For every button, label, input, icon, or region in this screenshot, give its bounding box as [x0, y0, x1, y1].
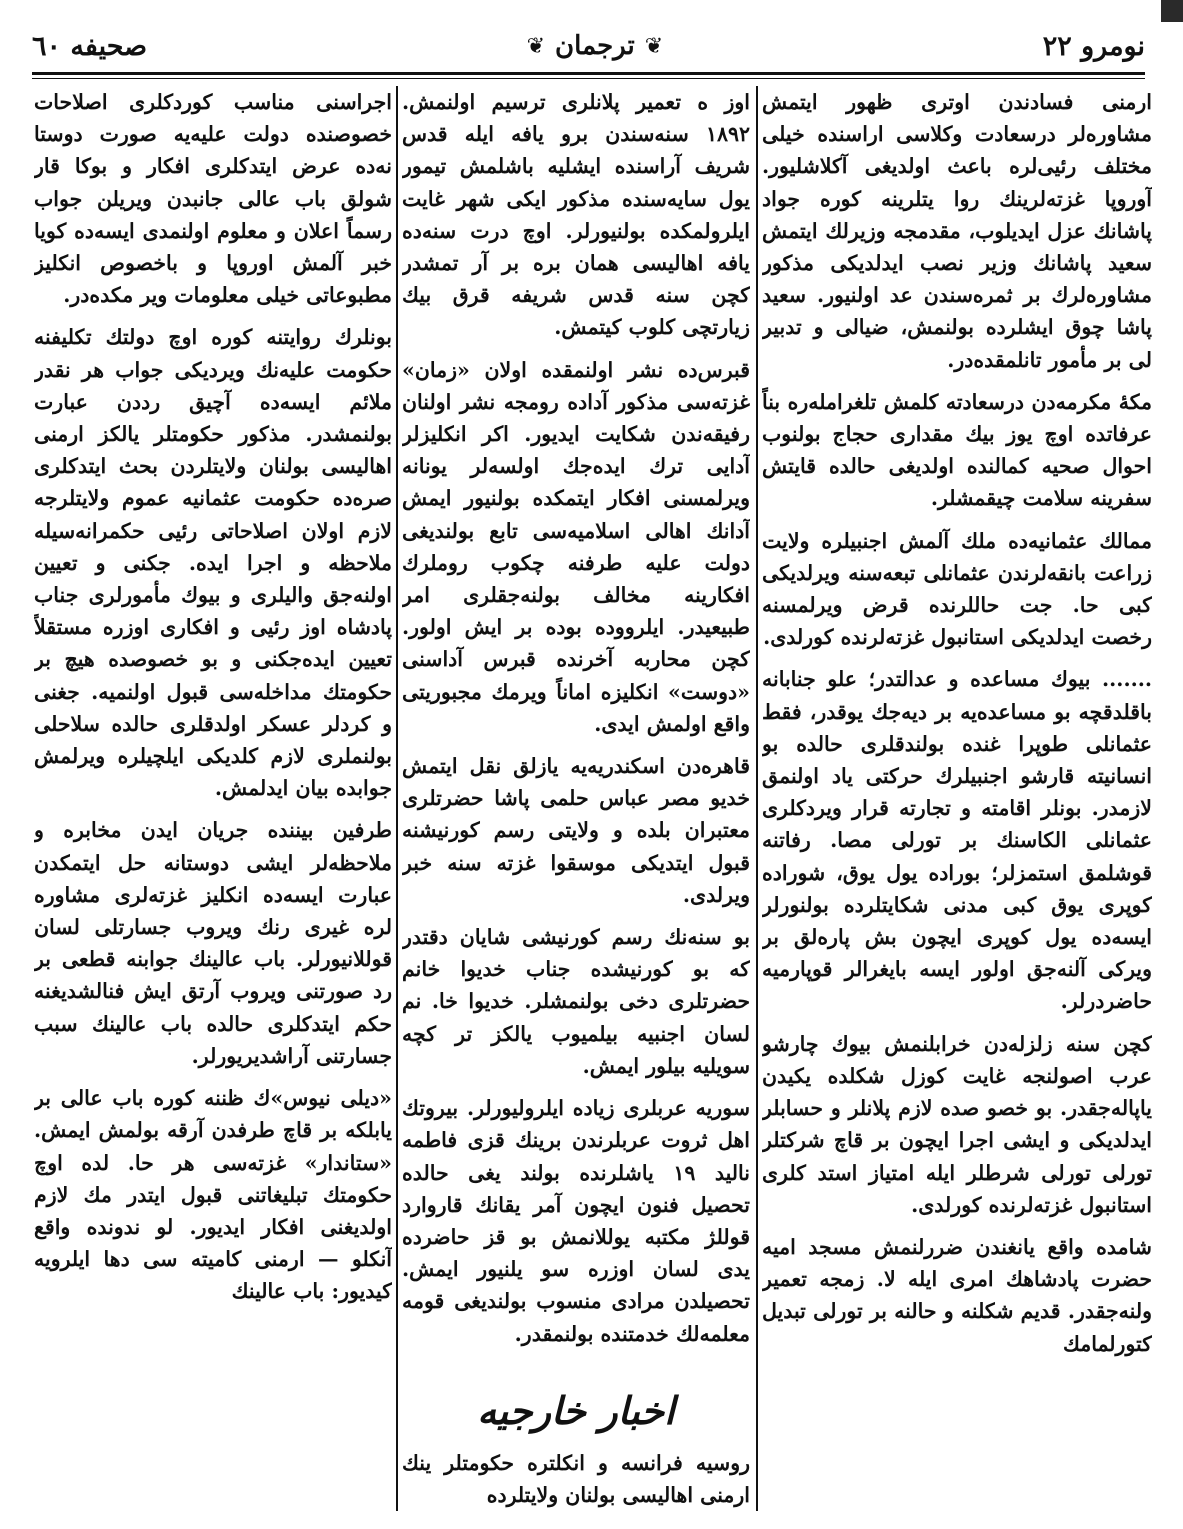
column-middle — [402, 86, 750, 1511]
column-divider — [396, 86, 398, 1511]
paragraph: بونلرك روایتنه کوره اوچ دولتك تکلیفنه حکومت علیه‌نك ویردیکی جواب هر نقدر ملائم ایسه‌ده آچیق رددن عبارت بولنمشدر. مذکور حکومتلر یالکز ارمنی اهالیسی بولنان ولایتلردن بحث ایتدکلری صره‌ده حکومت عثمانیه عموم ولایتلرجه لازم اولان اصلاحاتی رئیی حکمرانه‌سیله ملاحظه و اجرا ایده. جکنی و تعیین اولنه‌جق والیلری و بیوك مأمورلری جناب پادشاه اوز رئیی و افکاری اوزره مستقلاً تعیین ایده‌جکنی و بو خصوصده هیچ بر حکومتك مداخله‌سی قبول اولنمیه. جغنی و کردلر عسکر اولدقلری حالده سلاحلی بولنملری لازم کلدیکی ایلچیلره ویرلمش جوابده بیان ایدلمش. — [34, 325, 392, 801]
title-text: ترجمان — [555, 31, 635, 61]
section-heading — [402, 1378, 750, 1433]
paragraph: «دیلی نیوس»ك ظننه کوره باب عالی بر یابلکه بر قاچ طرفدن آرقه بولمش ایمش. «ستاندار» غزته‌سی هر حا. لده اوچ حکومتك تبلیغاتنی قبول ایتدر مك لازم اولدیغنی افکار ایدیور. لو ندونده واقع آنکلو — ارمنی کامیته سی دها ایلرویه کیدیور: باب عالینك — [34, 1086, 392, 1304]
paragraph: کچن سنه زلزله‌دن خرابلنمش بیوك چارشو عرب اصولنجه غایت کوزل شکلده یکیدن یاپاله‌جقدر. بو خصو صده لازم پلانلر و حسابلر ایدلدیکی و ایشی اجرا ایچون بر قاچ شرکتلر تورلی تورلی شرطلر ایله امتیاز استد کلری استانبول غزته‌لرنده کورلدی. — [762, 1031, 1152, 1217]
column-left — [34, 86, 392, 1511]
paragraph: طرفین بیننده جریان ایدن مخابره و ملاحظه‌لر ایشی دوستانه حل ایتمکدن عبارت ایسه‌ده انکلیز غزته‌لری مشاوره لره غیری رنك ویروب جسارتلی لسان قوللانیورلر. باب عالینك جوابنه قطعی بر رد صورتنی ویروب آرتق ایش فنالشدیغنه حکم ایتدکلری حالده باب عالینك سبب جسارتنی آراشدیریورلر. — [34, 818, 392, 1068]
paragraph: اجراسنی مناسب کوردکلری اصلاحات خصوصنده دولت علیه‌یه صورت دوستا نه‌ده عرض ایتدکلری افکار و بوکا قار شولق باب عالی جانبدن ویریلن جواب رسماً اعلان و معلوم اولنمدی ایسه‌ده کویا خبر آلمش اوروپا و باخصوص انکلیز مطبوعاتی خیلی معلومات ویر مکده‌در. — [34, 90, 392, 308]
section-heading-text: اخبار خارجیه — [477, 1387, 675, 1433]
paragraph: ممالك عثمانیه‌ده ملك آلمش اجنبیلره ولایت زراعت بانقه‌لرندن عثمانلی تبعه‌سنه ویرلدیکی کبی حا. جت حاللرنده قرض ویرلمسنه رخصت ایدلدیکی استانبول غزته‌لرنده کورلدی. — [762, 528, 1152, 650]
paragraph: ارمنی فسادندن اوتری ظهور ایتمش مشاوره‌لر درسعادت وکلاسی اراسنده خیلی مختلف رئیی‌لره باعث اولدیغی آکلاشلیور. آوروپا غزته‌لرینك روا یتلرینه کوره جواد پاشانك عزل ایدیلوب، مقدمجه وزیرلك ایتمش سعید پاشانك وزیر نصب ایدلدیکی مذکور مشاوره‌لرك بر ثمره‌سندن عد اولنیور. سعید پاشا چوق ایشلرده بولنمش، ضیالی و تدبیر لی بر مأمور تانلمقده‌در. — [762, 90, 1152, 372]
ornament-icon: ❦ — [526, 33, 546, 59]
paragraph: ....... بیوك مساعده و عدالتدر؛ علو جنابانه باقلدقچه بو مساعده‌یه بر دیه‌جك یوقدر، فقط عثمانلی طوپرا غنده بولندقلری حالده بو انسانیته قارشو اجنبیلرك حرکتی یاد اولنمق لازمدر. بونلر اقامته و تجارته قرار ویردکلری عثمانلی الکاسنك بر تورلی مصا. رفاتنه قوشلمق استمزلر؛ بوراده یول یوق، شوراده کوپری یوق کبی مدنی شکایتلرده بولنورلر ایسه‌ده یول کوپری ایچون بش پاره‌لق بر ویرکی آلنه‌جق اولور ایسه بایغرالر قوپارمیه حاضردرلر. — [762, 667, 1152, 1014]
paragraph: قبرس‌ده نشر اولنمقده اولان «زمان» غزته‌سی مذکور آداده رومجه نشر اولنان رفیقه‌ندن شکایت ایدیور. اکر انکلیزلر آدایی ترك ایده‌جك اولسه‌لر یونانه ویرلمسنی افکار ایتمکده بولنیور ایمش آدانك اهالی اسلامیه‌سی تابع بولندیغی دولت علیه طرفنه چکوب روملرك افکارینه مخالف بولنه‌جقلری امر طبیعیدر. ایلرووده بوده بر ایش اولور. کچن محاربه آخرنده قبرس آداسنی «دوست» انکلیزه اماناً ویرمك مجبوریتی واقع اولمش ایدی. — [402, 357, 750, 736]
column-divider — [756, 86, 758, 1511]
newspaper-title — [527, 31, 664, 61]
header-rule-thin — [32, 78, 1145, 79]
paragraph: روسیه فرانسه و انکلتره حکومتلر ینك ارمنی اهالیسی بولنان ولایتلرده — [402, 1450, 750, 1507]
page-number: صحيفه ٦٠ — [32, 30, 148, 62]
paragraph: بو سنه‌نك رسم کورنیشی شایان دقتدر که بو کورنیشده جناب خدیوا خانم حضرتلری دخی بولنمشلر. خدیوا خا. نم لسان اجنبیه بیلمیوب یالکز تر کچه سویلیه بیلور ایمش. — [402, 925, 750, 1078]
paragraph: شامده واقع یانغندن ضررلنمش مسجد امیه حضرت پادشاهك امری ایله لا. زمجه تعمیر ولنه‌جقدر. قدیم شکلنه و حالنه بر تورلی تبدیل کتورلمامك — [762, 1234, 1152, 1356]
issue-number: نومرو ٢٢ — [1042, 30, 1145, 62]
paragraph: قاهره‌دن اسکندریه‌یه یازلق نقل ایتمش خدیو مصر عباس حلمی پاشا حضرتلری معتبران بلده و ولایتی رسم کورنیشنه قبول ایتدیکی موسقوا غزته سنه خبر ویرلدی. — [402, 754, 750, 907]
paragraph: مکهٔ مکرمه‌دن درسعادته کلمش تلغرامله‌ره بناً عرفاتده اوچ یوز بیك مقداری حجاج بولنوب احوال صحیه کمالنده اولدیغی حالده قایتش سفرینه سلامت چیقمشلر. — [762, 389, 1152, 511]
scan-corner-mark — [1161, 0, 1183, 22]
header-rule — [32, 72, 1145, 75]
paragraph: اوز ه تعمیر پلانلری ترسیم اولنمش. ١٨٩٢ سنه‌سندن برو یافه ایله قدس شریف آراسنده ایشلیه باشلمش تیمور یول سایه‌سنده مذکور ایکی شهر غایت ایلرولمکده بولنیورلر. اوچ درت سنه‌ده یافه اهالیسی همان بره بر آر تمشدر کچن سنه قدس شریفه قرق بیك زیارتچی کلوب کیتمش. — [402, 90, 750, 340]
paragraph: سوریه عربلری زیاده ایلرولیورلر. بیروتك اهل ثروت عربلرندن برینك قزی فاطمه نالید ١٩ یاشلرنده بولند یغی حالده تحصیل فنون ایچون آمر یقانك قاروارد قوللژ مکتبه یوللانمش بو قز حاضرده یدی لسان اوزره سو یلنیور ایمش. تحصیلدن مرادی منسوب بولندیغی قومه معلمه‌لك خدمتنده بولنمقدر. — [402, 1096, 750, 1346]
column-right — [762, 86, 1152, 1511]
masthead — [32, 22, 1145, 70]
ornament-icon: ❦ — [644, 33, 664, 59]
